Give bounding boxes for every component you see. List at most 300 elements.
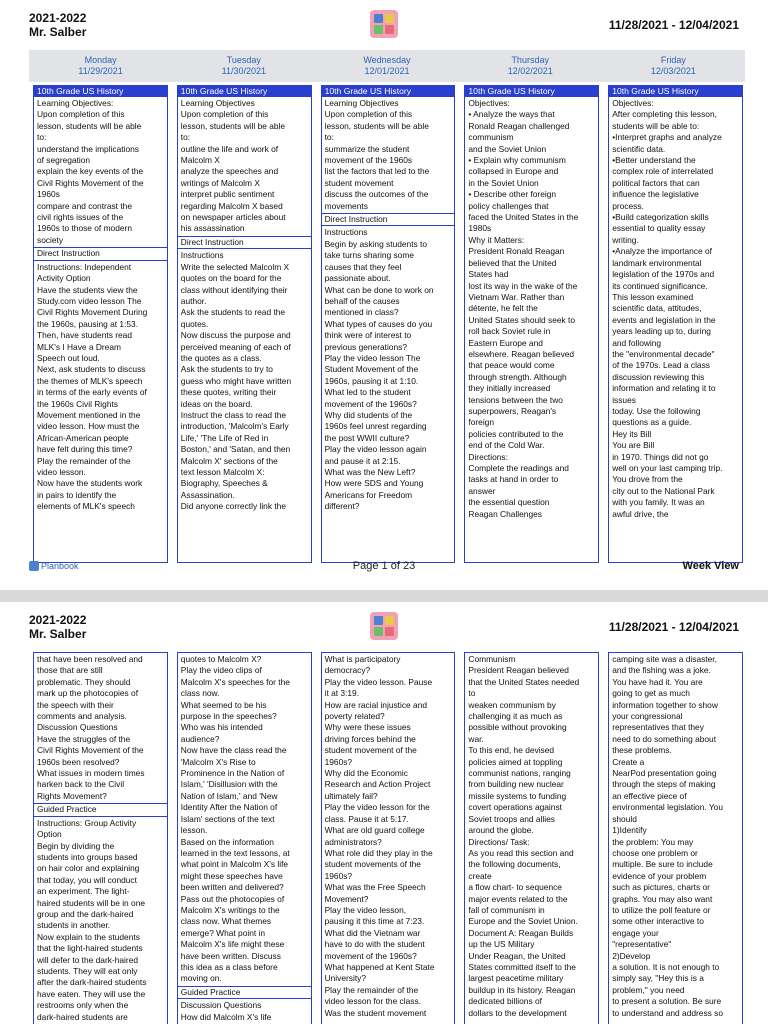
text-line: What are old guard college: [324, 825, 425, 836]
text-line: Play the remainder of the: [324, 984, 419, 995]
text-line: Instructions: Independent: [37, 261, 132, 272]
text-line: détente, he felt the: [468, 303, 538, 314]
text-line: "representative": [612, 939, 672, 950]
text-line: society: [37, 234, 64, 245]
text-line: tensions between the two: [468, 394, 563, 405]
text-line: Then, have students read: [37, 330, 132, 341]
text-line: 1960s feel unrest regarding: [324, 421, 427, 432]
text-line: guess who might have written: [180, 375, 292, 386]
class-title[interactable]: 10th Grade US History: [465, 86, 598, 97]
text-line: moving on.: [180, 973, 222, 984]
day-header-bar: [29, 50, 745, 82]
text-line: and the Soviet Union: [468, 143, 547, 154]
lesson-column-wednesday[interactable]: [321, 652, 456, 1024]
text-line: Study.com video lesson The: [37, 295, 142, 306]
text-line: scientific data.: [612, 143, 666, 154]
text-line: quotes.: [180, 318, 209, 329]
text-line: buildup in its history. Reagan: [468, 984, 576, 995]
text-line: student movement of the: [324, 745, 417, 756]
lesson-text: [178, 249, 311, 513]
text-line: MLK's I Have a Dream: [37, 341, 121, 352]
text-line: such as pictures, charts or: [612, 882, 710, 893]
text-line: Play the remainder of the: [37, 455, 131, 466]
class-title[interactable]: 10th Grade US History: [609, 86, 742, 97]
text-line: Why did students of the: [324, 409, 413, 420]
week-columns: [33, 652, 743, 1024]
text-line: list the factors that led to the: [324, 166, 430, 177]
text-line: haired students will be in one: [37, 897, 146, 908]
text-line: dollars to the development: [468, 1007, 567, 1018]
day-name: Tuesday: [226, 55, 261, 65]
lesson-text: [34, 97, 167, 247]
text-line: create: [468, 870, 492, 881]
text-line: Student Movement of the: [324, 364, 419, 375]
lesson-column-wednesday[interactable]: [321, 85, 456, 563]
text-line: collapsed in Europe and: [468, 166, 559, 177]
text-line: Nation of Islam,' and 'New: [180, 790, 278, 801]
text-line: student movement: [324, 177, 394, 188]
text-line: harken back to the Civil: [37, 779, 125, 790]
text-line: Malcolm X's life might these: [180, 939, 285, 950]
text-line: Instructions: [180, 250, 224, 261]
text-line: policies aimed at toppling: [468, 756, 563, 767]
day-header-monday[interactable]: [29, 50, 172, 82]
date-range: 11/28/2021 - 12/04/2021: [608, 18, 739, 32]
text-line: Malcolm X's writings to the: [180, 904, 280, 915]
text-line: How did Malcolm X's life: [180, 1011, 272, 1022]
text-line: communist nations, ranging: [468, 768, 571, 779]
text-line: Discussion Questions: [37, 722, 118, 733]
text-line: Instructions: [324, 227, 368, 238]
text-line: What happened at Kent State: [324, 961, 435, 972]
text-line: those that are still: [37, 665, 103, 676]
text-line: movement of the 1960s?: [324, 950, 417, 961]
text-line: regarding Malcolm X based: [180, 200, 283, 211]
text-line: have felt during this time?: [37, 444, 133, 455]
text-line: from building new nuclear: [468, 779, 564, 790]
text-line: You have had it. You are: [612, 676, 703, 687]
lesson-column-thursday[interactable]: [464, 85, 599, 563]
text-line: to: [468, 688, 476, 699]
text-line: audience?: [180, 733, 220, 744]
text-line: landmark environmental: [612, 257, 702, 268]
text-line: 1960s to those of modern: [37, 223, 132, 234]
text-line: in the Soviet Union: [468, 177, 539, 188]
text-line: your congressional: [612, 711, 683, 722]
text-line: with you family. It was an: [612, 497, 705, 508]
text-line: communism: [468, 132, 514, 143]
text-line: foreign: [468, 417, 494, 428]
text-line: Pass out the photocopies of: [180, 893, 285, 904]
text-line: an effective piece of: [612, 790, 687, 801]
day-date: 11/29/2021: [78, 66, 123, 76]
text-line: explain the key events of the: [37, 166, 144, 177]
text-line: its continued significance.: [612, 280, 708, 291]
text-line: Rights Movement?: [37, 790, 107, 801]
text-line: quotes on the board for the: [180, 273, 282, 284]
text-line: Begin by dividing the: [37, 840, 115, 851]
text-line: complex role of interrelated: [612, 166, 714, 177]
text-line: What was the New Left?: [324, 467, 416, 477]
text-line: States had: [468, 269, 509, 280]
text-line: Europe and the Soviet Union.: [468, 916, 578, 927]
text-line: President Ronald Reagan: [468, 246, 565, 257]
text-line: challenging it as much as: [468, 711, 563, 722]
text-line: Reagan Challenges: [468, 508, 542, 519]
text-line: What issues in modern times: [37, 768, 145, 779]
lesson-column-tuesday[interactable]: [177, 85, 312, 563]
text-line: emerge? What point in: [180, 927, 266, 938]
text-line: some other interactive to: [612, 916, 704, 927]
text-line: that today, you will conduct: [37, 874, 137, 885]
text-line: summarize the student: [324, 143, 410, 154]
text-line: class without identifying their: [180, 284, 288, 295]
text-line: to utilize the poll feature or: [612, 904, 711, 915]
text-line: Create a: [612, 756, 645, 767]
text-line: class. Pause it at 5:17.: [324, 813, 409, 824]
day-name: Thursday: [511, 55, 549, 65]
day-date: 12/02/2021: [507, 66, 553, 76]
text-line: Civil Rights Movement of the: [37, 177, 144, 188]
text-line: possible without provoking: [468, 722, 567, 733]
text-line: awful drive, the: [612, 508, 669, 519]
text-line: behalf of the causes: [324, 295, 400, 306]
text-line: information and relating it to: [612, 383, 716, 394]
page-footer: [0, 558, 768, 578]
text-line: How are racial injustice and: [324, 699, 428, 710]
text-line: believed that the United: [468, 257, 557, 268]
text-line: up the US Military: [468, 939, 535, 950]
text-line: How were SDS and Young: [324, 478, 424, 489]
text-line: restrooms only when the: [37, 1000, 129, 1011]
text-line: Directions:: [468, 451, 508, 462]
text-line: Now discuss the purpose and: [180, 330, 291, 341]
text-line: through strength. Although: [468, 371, 567, 382]
text-line: NearPod presentation going: [612, 768, 717, 779]
text-line: the problem: You may: [612, 836, 694, 847]
text-line: that the light-haired students: [37, 943, 143, 954]
text-line: the post WWII culture?: [324, 432, 410, 443]
text-line: 1960s: [37, 189, 60, 200]
text-line: University?: [324, 973, 367, 984]
text-line: student movements of the: [324, 859, 421, 870]
text-line: Now have the students work: [37, 478, 143, 489]
text-line: United States should seek to: [468, 314, 576, 325]
text-line: causes that they feel: [324, 261, 402, 272]
text-line: Have the struggles of the: [37, 733, 131, 744]
text-line: quotes to Malcolm X?: [180, 654, 262, 664]
text-line: Identity After the Nation of: [180, 802, 278, 813]
text-line: What seemed to be his: [180, 699, 267, 710]
text-line: Movement mentioned in the: [37, 409, 141, 420]
section-title: Direct Instruction: [34, 247, 167, 260]
text-line: a flow chart- to sequence: [468, 882, 562, 893]
planbook-page-2: [0, 590, 768, 1024]
text-line: mark up the photocopies of: [37, 688, 139, 699]
text-line: lesson, students will be able: [180, 120, 286, 131]
text-line: after the dark-haired students: [37, 977, 147, 988]
lesson-text: [178, 97, 311, 236]
text-line: missile systems to funding: [468, 790, 567, 801]
text-line: today. Use the following: [612, 405, 701, 416]
text-line: on hair color and explaining: [37, 863, 140, 874]
text-line: lesson.: [180, 825, 208, 836]
lesson-column-monday[interactable]: [33, 85, 168, 563]
lesson-text: [178, 653, 311, 986]
text-line: What did the Vietnam war: [324, 927, 421, 938]
text-line: dark-haired students are: [37, 1011, 128, 1022]
day-name: Monday: [84, 55, 117, 65]
text-line: and pause it at 2:15.: [324, 455, 401, 466]
text-line: After completing this lesson,: [612, 109, 717, 120]
text-line: Malcolm X' sections of the: [180, 455, 278, 466]
lesson-text: [609, 653, 742, 1020]
text-line: and the fishing was a joke.: [612, 665, 711, 676]
lesson-column-friday[interactable]: [608, 652, 743, 1024]
text-line: have to do with the student: [324, 939, 425, 950]
header-info: [29, 11, 86, 39]
text-line: need to do something about: [612, 733, 717, 744]
text-line: environmental legislation. You: [612, 802, 723, 813]
text-line: well on your last camping trip.: [612, 463, 723, 473]
text-line: answer: [468, 485, 496, 496]
text-line: going to get as much: [612, 688, 690, 699]
text-line: policy challenges that: [468, 200, 549, 211]
text-line: representatives that they: [612, 722, 704, 733]
text-line: think were of interest to: [324, 330, 412, 341]
text-line: This lesson examined: [612, 291, 694, 302]
text-line: group and the dark-haired: [37, 908, 134, 919]
text-line: author.: [180, 295, 207, 306]
text-line: Instructions: Group Activity: [37, 817, 137, 828]
text-line: around the globe.: [468, 825, 534, 836]
section-title: Guided Practice: [34, 803, 167, 816]
text-line: Play the video lesson. Pause: [324, 676, 433, 687]
text-line: You are Bill: [612, 440, 655, 451]
text-line: that peace would come: [468, 360, 555, 371]
text-line: simply say, "Hey this is a: [612, 973, 704, 984]
text-line: Document A: Reagan Builds: [468, 927, 574, 938]
text-line: lesson, students will be able: [37, 120, 142, 131]
text-line: Ask the students to read the: [180, 307, 286, 318]
text-line: on newspaper articles about: [180, 212, 286, 223]
text-line: Hey its Bill: [612, 428, 652, 439]
text-line: What is participatory: [324, 654, 401, 664]
planbook-brand-label: Planbook: [41, 561, 79, 571]
text-line: his assassination: [180, 223, 245, 234]
text-line: Activity Option: [37, 273, 91, 284]
text-line: As you read this section and: [468, 847, 574, 858]
text-line: to understand and address so: [612, 1007, 724, 1018]
text-line: Civil Rights Movement During: [37, 307, 148, 318]
text-line: African-American people: [37, 432, 129, 443]
text-line: to present a solution. Be sure: [612, 996, 722, 1007]
text-line: elements of MLK's speech: [37, 501, 135, 512]
text-line: writings of Malcolm X: [180, 177, 260, 188]
text-line: Malcolm X's speeches for the: [180, 676, 290, 687]
text-line: years leading up to, during: [612, 326, 711, 337]
text-line: in pairs to identify the: [37, 489, 117, 500]
teacher-name: Mr. Salber: [29, 627, 87, 641]
text-line: Assassination.: [180, 489, 235, 500]
day-header-wednesday[interactable]: [315, 50, 458, 82]
text-line: video lesson.: [37, 467, 86, 477]
day-date: 11/30/2021: [221, 66, 266, 76]
lesson-column-tuesday[interactable]: [177, 652, 312, 1024]
text-line: compare and contrast the: [37, 200, 132, 211]
text-line: to:: [180, 132, 191, 143]
text-line: Complete the readings and: [468, 463, 569, 473]
text-line: Why were these issues: [324, 722, 411, 733]
lesson-text: [465, 97, 598, 521]
text-line: evidence of your problem: [612, 870, 707, 881]
text-line: Upon completion of this: [324, 109, 413, 120]
text-line: war.: [468, 733, 484, 744]
day-header-friday[interactable]: [602, 50, 745, 82]
text-line: understand the implications: [37, 143, 139, 154]
text-line: influence the legislative: [612, 189, 699, 200]
week-columns: [33, 85, 743, 563]
text-line: Life,' 'The Life of Red in: [180, 432, 269, 443]
text-line: Discussion Questions: [180, 1000, 262, 1011]
text-line: students. They will eat only: [37, 965, 138, 976]
text-line: passionate about.: [324, 273, 391, 284]
text-line: tasks at hand in order to: [468, 474, 559, 485]
text-line: What types of causes do you: [324, 318, 433, 329]
class-title[interactable]: 10th Grade US History: [34, 86, 167, 97]
text-line: problematic. They should: [37, 676, 131, 687]
text-line: Play the video lesson,: [324, 904, 407, 915]
text-line: the 1960s, pausing at 1:53.: [37, 318, 139, 329]
lesson-text: [465, 653, 598, 1020]
text-line: Prominence in the Nation of: [180, 768, 285, 779]
text-line: take turns sharing some: [324, 250, 414, 261]
lesson-text: [609, 97, 742, 521]
text-line: questions as a guide.: [612, 417, 692, 428]
text-line: Why it Matters:: [468, 234, 525, 245]
text-line: the quotes as a class.: [180, 352, 262, 363]
text-line: Have the students view the: [37, 284, 138, 295]
text-line: 'Malcolm X's Rise to: [180, 756, 256, 767]
text-line: what point in Malcolm X's life: [180, 859, 289, 870]
text-line: mentioned in class?: [324, 307, 399, 318]
day-name: Wednesday: [363, 55, 411, 65]
text-line: the themes of MLK's speech: [37, 375, 143, 386]
text-line: Speech out loud.: [37, 352, 100, 363]
text-line: •Build categorization skills: [612, 212, 709, 223]
text-line: Instruct the class to read the: [180, 409, 287, 420]
text-line: major events related to the: [468, 893, 568, 904]
text-line: purpose in the speeches?: [180, 711, 277, 722]
text-line: Learning Objectives: [180, 98, 255, 108]
text-line: Vietnam War. Rather than: [468, 291, 565, 302]
text-line: the "environmental decade": [612, 348, 715, 359]
text-line: poverty related?: [324, 711, 385, 722]
text-line: issues: [612, 394, 636, 405]
text-line: should: [612, 813, 637, 824]
text-line: Based on the information: [180, 836, 274, 847]
day-date: 12/01/2021: [364, 66, 410, 76]
lesson-column-friday[interactable]: [608, 85, 743, 563]
text-line: interpret public sentiment: [180, 189, 275, 200]
header-info: [29, 613, 86, 641]
text-line: different?: [324, 501, 360, 512]
text-line: Play the video clips of: [180, 665, 262, 676]
day-header-thursday[interactable]: [459, 50, 602, 82]
lesson-text: [322, 653, 455, 1020]
text-line: Who was his intended: [180, 722, 263, 733]
text-line: ultimately fail?: [324, 790, 378, 801]
text-line: and following: [612, 337, 662, 348]
text-line: movement of the 1960s?: [324, 398, 417, 409]
day-header-tuesday[interactable]: [172, 50, 315, 82]
date-range: 11/28/2021 - 12/04/2021: [608, 620, 739, 634]
text-line: political factors that can: [612, 177, 700, 188]
teacher-name: Mr. Salber: [29, 25, 87, 39]
text-line: engage your: [612, 927, 659, 938]
text-line: previous generations?: [324, 341, 408, 352]
text-line: Under Reagan, the United: [468, 950, 566, 961]
text-line: of segregation: [37, 155, 91, 166]
text-line: in 1970. Things did not go: [612, 451, 709, 462]
view-label: Week View: [682, 560, 739, 572]
lesson-text: [178, 999, 311, 1024]
text-line: Objectives:: [468, 98, 510, 108]
text-line: • Describe other foreign: [468, 189, 557, 200]
text-line: legislation of the 1970s and: [612, 269, 715, 280]
text-line: Americans for Freedom: [324, 489, 413, 500]
text-line: Next, ask students to discuss: [37, 364, 146, 375]
text-line: class now.: [180, 688, 220, 699]
text-line: To this end, he devised: [468, 745, 555, 756]
text-line: have been written. Discuss: [180, 950, 281, 961]
lesson-column-monday[interactable]: [33, 652, 168, 1024]
text-line: •Interpret graphs and analyze: [612, 132, 722, 143]
text-line: learned in the text lessons, at: [180, 847, 290, 858]
text-line: Islam,' 'Disillusion with the: [180, 779, 278, 790]
text-line: Now explain to the students: [37, 931, 140, 942]
text-line: Learning Objectives: [324, 98, 399, 108]
text-line: Soviet troops and allies: [468, 813, 555, 824]
class-title[interactable]: 10th Grade US History: [178, 86, 311, 97]
text-line: analyze the speeches and: [180, 166, 279, 177]
text-line: problem," you need: [612, 984, 685, 995]
text-line: that have been resolved and: [37, 654, 143, 664]
text-line: process.: [612, 200, 644, 211]
text-line: Begin by asking students to: [324, 238, 428, 249]
text-line: Play the video lesson again: [324, 444, 427, 455]
lesson-text: [34, 817, 167, 1024]
text-line: States committed itself to the: [468, 961, 576, 972]
text-line: weaken communism by: [468, 699, 556, 710]
text-line: roll back Soviet rule in: [468, 326, 551, 337]
text-line: information together to show: [612, 699, 718, 710]
lesson-text: [34, 653, 167, 803]
text-line: ideas on the board.: [180, 398, 253, 409]
text-line: pausing it this time at 7:23.: [324, 916, 425, 927]
text-line: Malcolm X: [180, 155, 220, 166]
text-line: • Analyze the ways that: [468, 109, 555, 120]
text-line: outline the life and work of: [180, 143, 279, 154]
text-line: lesson, students will be able: [324, 120, 429, 131]
text-line: Eastern Europe and: [468, 337, 543, 348]
lesson-column-thursday[interactable]: [464, 652, 599, 1024]
text-line: Play the video lesson The: [324, 352, 421, 363]
class-title[interactable]: 10th Grade US History: [322, 86, 455, 97]
text-line: fall of communism in: [468, 904, 545, 915]
text-line: Now have the class read the: [180, 745, 287, 756]
text-line: • Explain why communism: [468, 155, 566, 166]
